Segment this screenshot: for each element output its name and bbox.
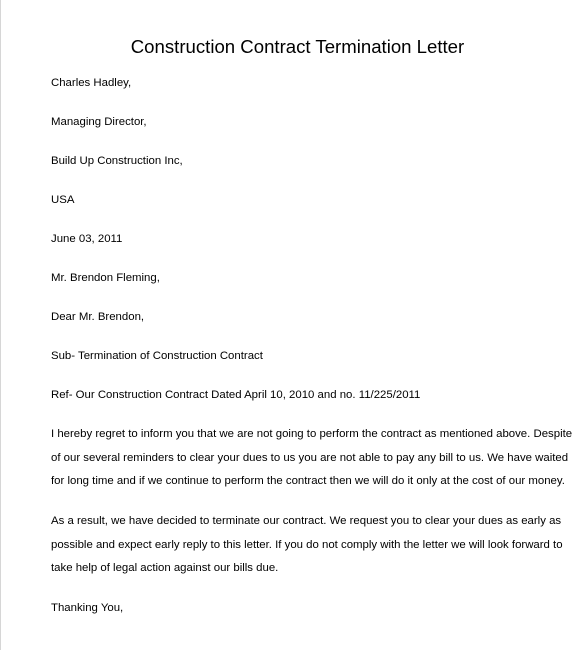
body-line: As a result, we have decided to terminate our contract. We request you to clear your dues as early as (51, 515, 562, 527)
body-line: take help of legal action against our bills due. (51, 562, 279, 574)
subject-line: Sub- Termination of Construction Contract (51, 350, 263, 362)
body-line: for long time and if we continue to perform the contract then we will do it only at the cost of our money. (51, 475, 565, 487)
reference-line: Ref- Our Construction Contract Dated April 10, 2010 and no. 11/225/2011 (51, 389, 421, 401)
body-line: I hereby regret to inform you that we are not going to perform the contract as mentioned above. Despite (51, 428, 573, 440)
sender-position: Managing Director, (51, 116, 147, 128)
sender-name: Charles Hadley, (51, 77, 132, 89)
sender-country: USA (51, 194, 75, 206)
body-paragraph (51, 510, 563, 581)
salutation: Dear Mr. Brendon, (51, 311, 145, 323)
closing-line: Thanking You, (51, 602, 124, 614)
letter-title: Construction Contract Termination Letter (130, 36, 465, 57)
recipient-name: Mr. Brendon Fleming, (51, 272, 160, 284)
body-paragraph (51, 423, 572, 494)
body-line: possible and expect early reply to this letter. If you do not comply with the letter we will look forward to (51, 538, 563, 551)
body-line: of our several reminders to clear your dues to us you are not able to pay any bill to us. We have waited (51, 451, 569, 464)
letter-date: June 03, 2011 (51, 233, 123, 245)
sender-company: Build Up Construction Inc, (51, 155, 183, 167)
page-edge-divider (0, 0, 1, 650)
